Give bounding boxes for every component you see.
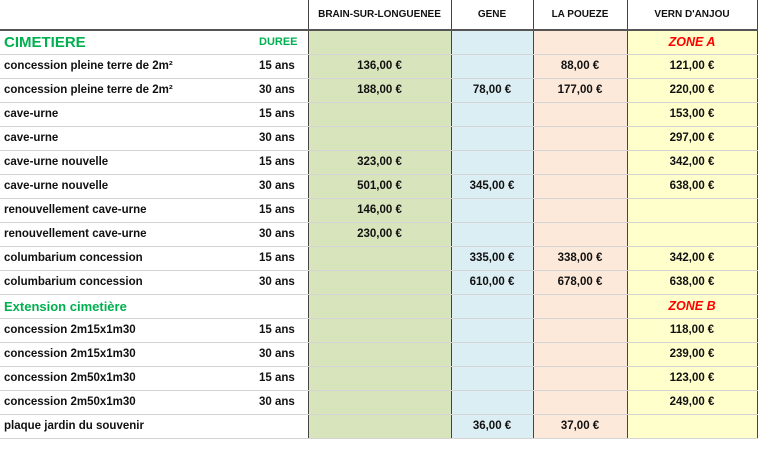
cell-brain: 146,00 € <box>308 198 451 222</box>
row-label: cave-urne nouvelle <box>0 174 255 198</box>
cell-brain: 188,00 € <box>308 78 451 102</box>
cell-gene <box>451 342 533 366</box>
row-label: concession pleine terre de 2m² <box>0 54 255 78</box>
cell-brain <box>308 294 451 318</box>
cell-vern: 121,00 € <box>627 54 757 78</box>
cell-vern: 638,00 € <box>627 270 757 294</box>
cell-brain <box>308 390 451 414</box>
cell-gene <box>451 294 533 318</box>
table-row <box>0 150 757 174</box>
cell-vern: 638,00 € <box>627 174 757 198</box>
cell-poueze: 37,00 € <box>533 414 627 438</box>
table-row <box>0 414 757 438</box>
cell-poueze <box>533 318 627 342</box>
cell-poueze <box>533 366 627 390</box>
cell-brain <box>308 414 451 438</box>
cell-gene <box>451 30 533 54</box>
cell-poueze: 338,00 € <box>533 246 627 270</box>
table-row <box>0 270 757 294</box>
header-corner-label <box>0 0 255 30</box>
cell-brain <box>308 246 451 270</box>
cell-gene: 335,00 € <box>451 246 533 270</box>
cell-poueze <box>533 174 627 198</box>
row-label: concession 2m50x1m30 <box>0 366 255 390</box>
section-cimetiere-row <box>0 30 757 54</box>
header-row <box>0 0 757 30</box>
cell-poueze <box>533 342 627 366</box>
section-extension-duree <box>255 294 308 318</box>
cell-poueze <box>533 30 627 54</box>
cell-brain: 136,00 € <box>308 54 451 78</box>
cell-poueze <box>533 150 627 174</box>
table-row <box>0 390 757 414</box>
row-label: concession 2m15x1m30 <box>0 342 255 366</box>
row-label: columbarium concession <box>0 246 255 270</box>
cell-gene <box>451 54 533 78</box>
cell-poueze <box>533 198 627 222</box>
zone-a-label: ZONE A <box>627 30 757 54</box>
column-header-poueze: LA POUEZE <box>533 0 627 30</box>
cell-gene <box>451 150 533 174</box>
row-label: plaque jardin du souvenir <box>0 414 255 438</box>
cell-vern <box>627 222 757 246</box>
cell-poueze <box>533 294 627 318</box>
cell-vern <box>627 198 757 222</box>
zone-b-label: ZONE B <box>627 294 757 318</box>
cell-vern: 153,00 € <box>627 102 757 126</box>
cell-brain <box>308 318 451 342</box>
column-header-vern: VERN D'ANJOU <box>627 0 757 30</box>
row-label: renouvellement cave-urne <box>0 222 255 246</box>
cell-gene: 345,00 € <box>451 174 533 198</box>
row-label: concession pleine terre de 2m² <box>0 78 255 102</box>
cell-brain <box>308 342 451 366</box>
row-duree: 15 ans <box>255 198 308 222</box>
row-duree: 30 ans <box>255 342 308 366</box>
cell-vern: 118,00 € <box>627 318 757 342</box>
cell-poueze <box>533 126 627 150</box>
section-extension-title: Extension cimetière <box>0 294 255 318</box>
table-row <box>0 222 757 246</box>
cell-brain: 323,00 € <box>308 150 451 174</box>
row-duree: 30 ans <box>255 78 308 102</box>
row-duree: 30 ans <box>255 270 308 294</box>
row-duree: 30 ans <box>255 174 308 198</box>
cell-vern: 123,00 € <box>627 366 757 390</box>
cell-brain <box>308 126 451 150</box>
cell-brain: 501,00 € <box>308 174 451 198</box>
table-row <box>0 342 757 366</box>
table-row <box>0 174 757 198</box>
row-label: concession 2m15x1m30 <box>0 318 255 342</box>
cell-vern: 297,00 € <box>627 126 757 150</box>
cell-vern: 249,00 € <box>627 390 757 414</box>
cell-vern: 342,00 € <box>627 150 757 174</box>
cell-gene: 36,00 € <box>451 414 533 438</box>
row-duree <box>255 414 308 438</box>
cell-vern <box>627 414 757 438</box>
row-duree: 15 ans <box>255 318 308 342</box>
cell-vern: 220,00 € <box>627 78 757 102</box>
cell-poueze: 177,00 € <box>533 78 627 102</box>
table-row <box>0 246 757 270</box>
table-row <box>0 126 757 150</box>
cell-brain <box>308 102 451 126</box>
row-duree: 15 ans <box>255 54 308 78</box>
cell-brain: 230,00 € <box>308 222 451 246</box>
row-label: cave-urne nouvelle <box>0 150 255 174</box>
cell-brain <box>308 30 451 54</box>
table-row <box>0 54 757 78</box>
cell-gene: 610,00 € <box>451 270 533 294</box>
cell-gene <box>451 366 533 390</box>
row-duree: 15 ans <box>255 246 308 270</box>
row-label: cave-urne <box>0 126 255 150</box>
cell-poueze: 678,00 € <box>533 270 627 294</box>
row-duree: 30 ans <box>255 222 308 246</box>
cell-poueze <box>533 390 627 414</box>
row-duree: 15 ans <box>255 102 308 126</box>
cell-vern: 342,00 € <box>627 246 757 270</box>
cell-poueze: 88,00 € <box>533 54 627 78</box>
column-header-gene: GENE <box>451 0 533 30</box>
row-label: cave-urne <box>0 102 255 126</box>
table-row <box>0 318 757 342</box>
table-row <box>0 102 757 126</box>
table-row <box>0 78 757 102</box>
section-cimetiere-title: CIMETIERE <box>0 30 255 54</box>
row-label: columbarium concession <box>0 270 255 294</box>
cell-gene <box>451 222 533 246</box>
cell-gene <box>451 198 533 222</box>
column-header-brain: BRAIN-SUR-LONGUENEE <box>308 0 451 30</box>
cell-gene <box>451 126 533 150</box>
cell-gene <box>451 102 533 126</box>
cell-gene: 78,00 € <box>451 78 533 102</box>
row-duree: 15 ans <box>255 366 308 390</box>
section-extension-row <box>0 294 757 318</box>
cell-poueze <box>533 102 627 126</box>
duree-header: DUREE <box>255 30 308 54</box>
table-row <box>0 198 757 222</box>
cell-brain <box>308 366 451 390</box>
cell-gene <box>451 390 533 414</box>
row-label: renouvellement cave-urne <box>0 198 255 222</box>
row-duree: 15 ans <box>255 150 308 174</box>
header-corner-duree <box>255 0 308 30</box>
row-duree: 30 ans <box>255 390 308 414</box>
cell-gene <box>451 318 533 342</box>
row-duree: 30 ans <box>255 126 308 150</box>
cell-brain <box>308 270 451 294</box>
cell-poueze <box>533 222 627 246</box>
row-label: concession 2m50x1m30 <box>0 390 255 414</box>
cell-vern: 239,00 € <box>627 342 757 366</box>
table-row <box>0 366 757 390</box>
